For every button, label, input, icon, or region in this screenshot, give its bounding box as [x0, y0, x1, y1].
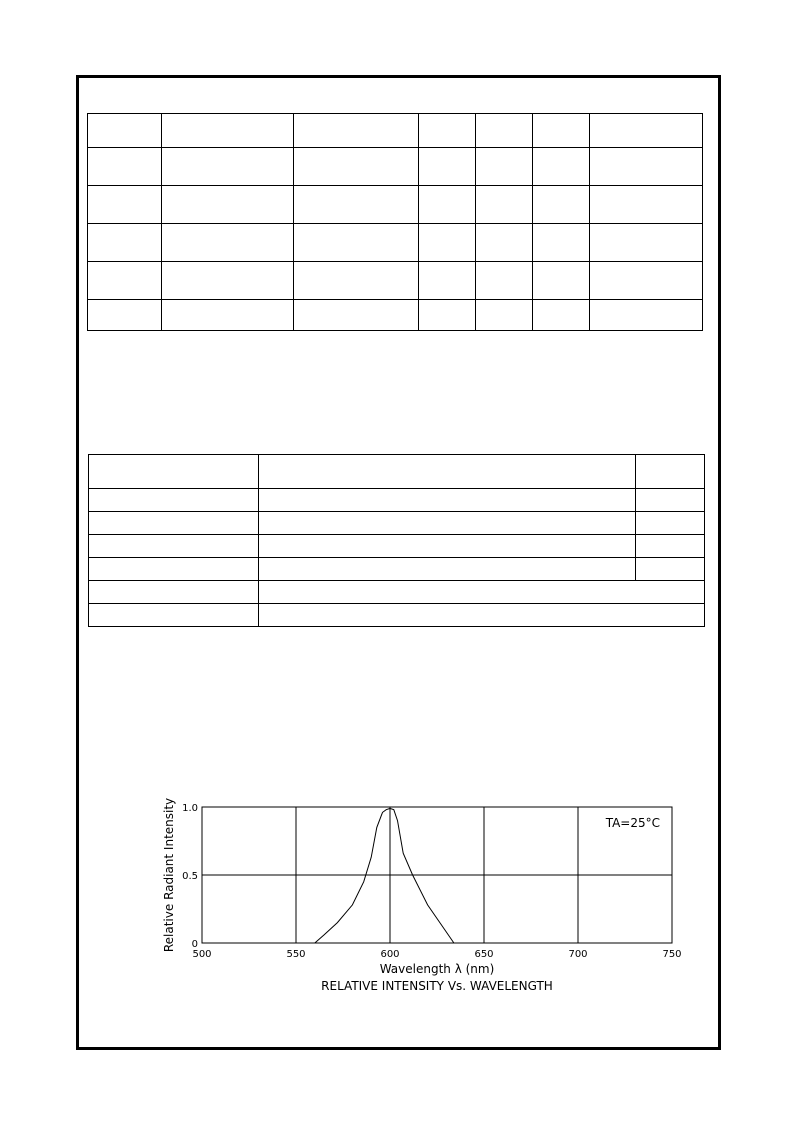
x-tick-label: 550: [286, 949, 306, 960]
table-row: [89, 581, 705, 604]
x-tick-label: 750: [662, 949, 682, 960]
table-cell: [258, 581, 704, 604]
table-cell: [88, 186, 162, 224]
table-cell: [258, 512, 635, 535]
characteristics-table: [88, 454, 705, 627]
chart-grid: [202, 807, 672, 943]
table-cell: [88, 224, 162, 262]
table-cell: [89, 581, 259, 604]
x-tick-labels: [192, 949, 681, 960]
x-tick-label: 600: [380, 949, 400, 960]
table-cell: [258, 489, 635, 512]
table-cell: [532, 148, 589, 186]
annotation-main: TA: [605, 816, 621, 830]
table-cell: [258, 535, 635, 558]
table-cell: [532, 186, 589, 224]
table-row: [89, 604, 705, 627]
intensity-curve: [315, 808, 454, 943]
table-cell: [636, 455, 705, 489]
table-cell: [532, 224, 589, 262]
table-cell: [589, 148, 702, 186]
table-cell: [89, 489, 259, 512]
table-cell: [294, 186, 418, 224]
table-cell: [532, 300, 589, 331]
table-row: [89, 535, 705, 558]
table-cell: [89, 558, 259, 581]
table-row: [89, 489, 705, 512]
y-tick-labels: [182, 803, 198, 950]
table-cell: [475, 186, 532, 224]
table-cell: [162, 114, 294, 148]
table-cell: [589, 300, 702, 331]
table-cell: [294, 148, 418, 186]
table-cell: [418, 114, 475, 148]
x-tick-label: 500: [192, 949, 212, 960]
table-cell: [475, 148, 532, 186]
table-cell: [162, 224, 294, 262]
table-cell: [88, 262, 162, 300]
table-cell: [418, 148, 475, 186]
table-row: [88, 262, 703, 300]
temperature-annotation: [605, 816, 660, 830]
table-cell: [418, 224, 475, 262]
table-cell: [88, 148, 162, 186]
table-cell: [162, 300, 294, 331]
table-cell: [418, 262, 475, 300]
intensity-chart: [150, 770, 690, 1000]
table-cell: [475, 262, 532, 300]
y-axis-label: Relative Radiant Intensity: [162, 797, 176, 953]
table-row: [89, 512, 705, 535]
table-cell: [636, 558, 705, 581]
table-cell: [589, 186, 702, 224]
table-row: [88, 186, 703, 224]
table-cell: [532, 114, 589, 148]
table-cell: [294, 262, 418, 300]
table-cell: [88, 114, 162, 148]
chart-title: RELATIVE INTENSITY Vs. WAVELENGTH: [321, 979, 553, 993]
table-row: [89, 558, 705, 581]
table-cell: [294, 224, 418, 262]
y-tick-label: 1.0: [182, 803, 198, 814]
table-cell: [258, 604, 704, 627]
table-cell: [258, 455, 635, 489]
table-cell: [162, 186, 294, 224]
x-tick-label: 700: [568, 949, 588, 960]
table-cell: [636, 489, 705, 512]
table-cell: [294, 114, 418, 148]
table-cell: [162, 148, 294, 186]
table-cell: [258, 558, 635, 581]
table-row: [88, 300, 703, 331]
y-tick-label: 0: [191, 939, 198, 950]
ratings-table: [87, 113, 703, 331]
table-cell: [636, 512, 705, 535]
table-cell: [589, 224, 702, 262]
table-cell: [89, 455, 259, 489]
y-tick-label: 0.5: [182, 871, 198, 882]
table-cell: [475, 300, 532, 331]
table-cell: [418, 300, 475, 331]
table-cell: [89, 604, 259, 627]
table-cell: [89, 512, 259, 535]
table-cell: [88, 300, 162, 331]
table-row: [88, 114, 703, 148]
table-cell: [89, 535, 259, 558]
table-cell: [294, 300, 418, 331]
annotation-value: =25°C: [620, 816, 660, 830]
table-cell: [589, 114, 702, 148]
table-cell: [475, 114, 532, 148]
table-cell: [636, 535, 705, 558]
table-cell: [589, 262, 702, 300]
table-row: [88, 224, 703, 262]
table-row: [89, 455, 705, 489]
table-cell: [162, 262, 294, 300]
table-row: [88, 148, 703, 186]
x-tick-label: 650: [474, 949, 494, 960]
table-cell: [475, 224, 532, 262]
table-cell: [418, 186, 475, 224]
x-axis-label: Wavelength λ (nm): [379, 962, 495, 976]
table-cell: [532, 262, 589, 300]
